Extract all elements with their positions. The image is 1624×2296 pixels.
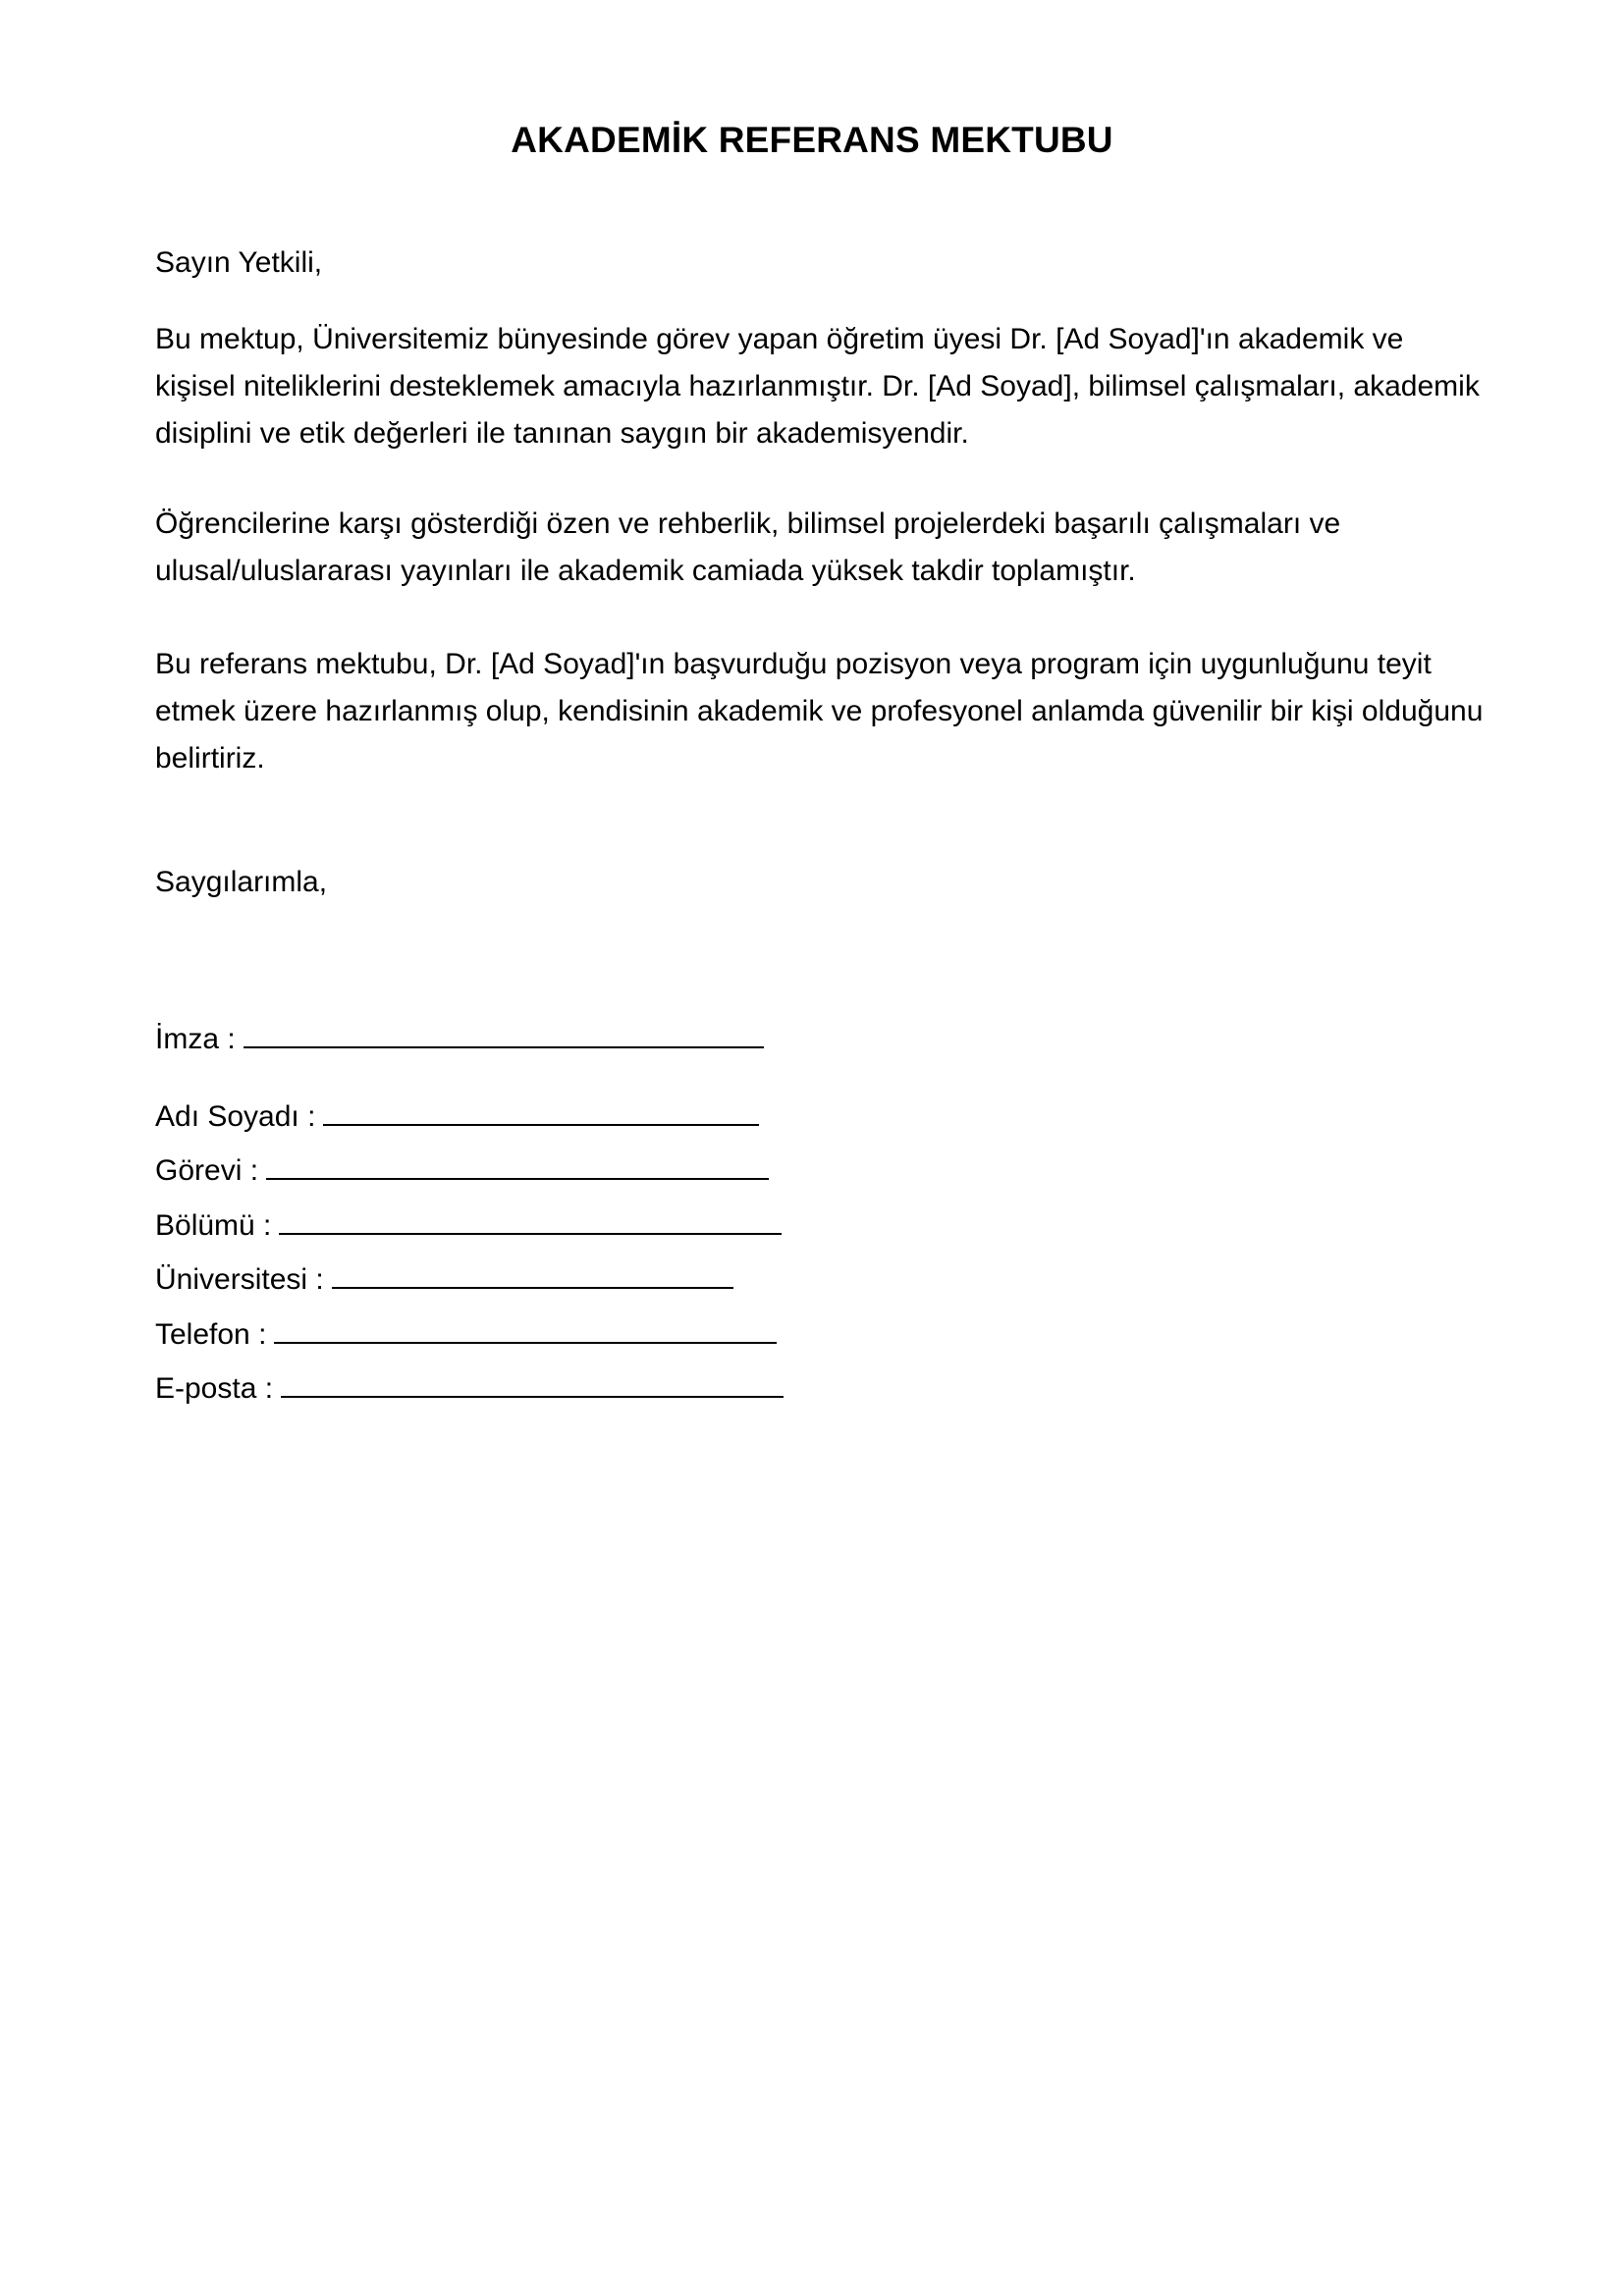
department-field [155,1203,782,1246]
name-label: Adı Soyadı : [155,1100,316,1133]
signature-field [155,1017,764,1059]
paragraph-achievements: Öğrencilerine karşı gösterdiği özen ve rehberlik, bilimsel projelerdeki başarılı çalışmaları ve ulusal/uluslararası yayınları ile akademik camiada yüksek takdir toplamıştır. [155,507,1341,587]
university-label: Üniversitesi : [155,1263,324,1296]
document-title: AKADEMİK REFERANS MEKTUBU [511,120,1113,160]
university-blank-line [332,1257,733,1289]
name-blank-line [323,1095,759,1126]
greeting: Sayın Yetkili, [155,246,323,279]
phone-blank-line [274,1312,777,1344]
department-label: Bölümü : [155,1209,272,1242]
closing: Saygılarımla, [155,866,328,898]
department-blank-line [279,1203,782,1235]
phone-label: Telefon : [155,1318,267,1351]
signature-blank-line [244,1017,764,1048]
position-label: Görevi : [155,1154,259,1187]
phone-field [155,1312,777,1355]
paragraph-purpose: Bu referans mektubu, Dr. [Ad Soyad]'ın başvurduğu pozisyon veya program için uygunluğunu teyit etmek üzere hazırlanmış olup, kendisinin akademik ve profesyonel anlamda güvenilir bir kişi olduğunu belirtiriz. [155,648,1484,774]
name-field [155,1095,759,1137]
paragraph-introduction: Bu mektup, Üniversitemiz bünyesinde görev yapan öğretim üyesi Dr. [Ad Soyad]'ın akademik ve kişisel niteliklerini desteklemek amacıyla hazırlanmıştır. Dr. [Ad Soyad], bilimsel çalışmaları, akademik disiplini ve etik değerleri ile tanınan saygın bir akademisyendir. [155,323,1480,450]
position-blank-line [266,1148,769,1180]
position-field [155,1148,769,1191]
email-field [155,1366,784,1409]
email-blank-line [281,1366,784,1398]
signature-label: İmza : [155,1023,236,1055]
email-label: E-posta : [155,1372,274,1405]
university-field [155,1257,733,1300]
